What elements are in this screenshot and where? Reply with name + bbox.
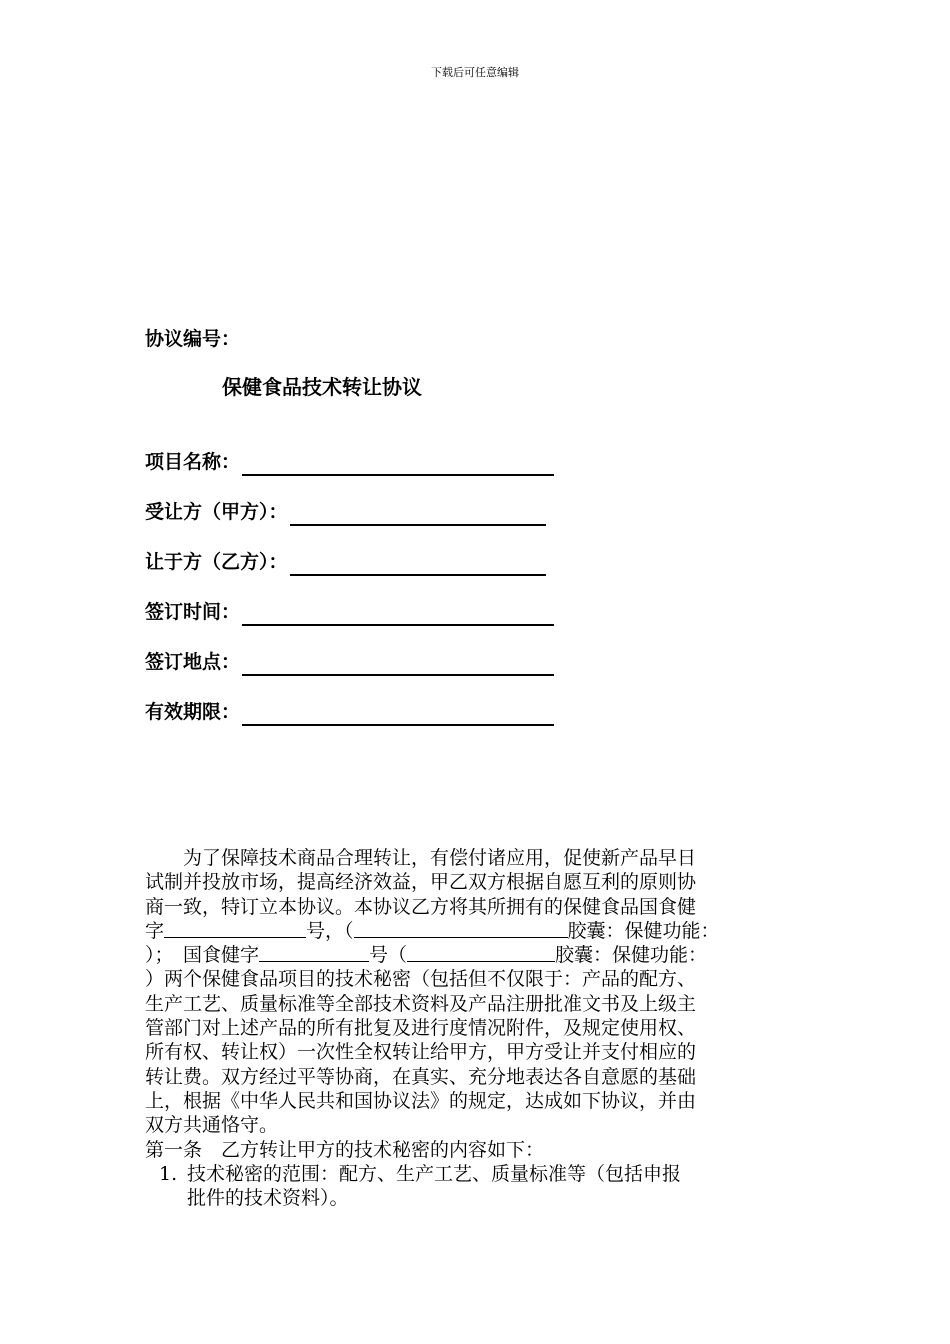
field-label: 签订时间：	[145, 601, 241, 623]
blank-line[interactable]	[242, 452, 554, 476]
text-fragment: 胶囊：保健功能：	[555, 944, 708, 967]
field-label: 让于方（乙方）：	[145, 551, 288, 573]
blank-line[interactable]	[242, 602, 554, 626]
document-title: 保健食品技术转让协议	[222, 375, 422, 399]
text-line-with-blanks	[145, 943, 805, 967]
list-item	[145, 1162, 805, 1211]
text-line: 批件的技术资料）。	[187, 1187, 349, 1210]
blank-line[interactable]	[242, 702, 554, 726]
text-line: 双方共通恪守。	[145, 1114, 279, 1137]
text-line-with-blanks	[145, 919, 805, 943]
text-line: 商一致，特订立本协议。本协议乙方将其所拥有的保健食品国食健	[145, 895, 697, 918]
field-validity-period	[145, 698, 554, 726]
field-party-b	[145, 548, 546, 576]
article-1-heading: 第一条 乙方转让甲方的技术秘密的内容如下：	[145, 1138, 545, 1161]
agreement-number-label: 协议编号：	[145, 328, 241, 350]
blank-line[interactable]	[242, 652, 554, 676]
text-fragment: 字	[145, 919, 165, 942]
text-line: ）两个保健食品项目的技术秘密（包括但不仅限于：产品的配方、	[145, 968, 697, 991]
field-label: 有效期限：	[145, 701, 241, 723]
text-line: 生产工艺、质量标准等全部技术资料及产品注册批准文书及上级主	[145, 992, 697, 1015]
text-fragment: 号（	[369, 944, 408, 967]
text-line: 上，根据《中华人民共和国协议法》的规定，达成如下协议，并由	[145, 1089, 697, 1112]
blank-line[interactable]	[164, 919, 306, 938]
field-label: 签订地点：	[145, 651, 241, 673]
text-line: 管部门对上述产品的所有批复及进行度情况附件，及规定使用权、	[145, 1017, 697, 1040]
list-number: 1.	[159, 1162, 178, 1185]
header-note: 下载后可任意编辑	[431, 66, 519, 79]
field-party-a	[145, 498, 546, 526]
blank-line[interactable]	[259, 943, 369, 962]
agreement-body	[145, 846, 805, 1210]
field-label: 受让方（甲方）：	[145, 501, 288, 523]
text-line: 为了保障技术商品合理转让，有偿付诸应用，促使新产品早日	[183, 847, 697, 869]
text-fragment: 胶囊：保健功能：	[567, 919, 720, 942]
text-fragment: 号，（	[306, 919, 354, 942]
field-project-name	[145, 448, 554, 476]
blank-line[interactable]	[354, 919, 568, 938]
field-label: 项目名称：	[145, 451, 241, 473]
blank-line[interactable]	[290, 502, 546, 526]
text-line: 所有权、转让权）一次性全权转让给甲方，甲方受让并支付相应的	[145, 1041, 697, 1064]
field-signing-place	[145, 648, 554, 676]
text-line: 试制并投放市场，提高经济效益，甲乙双方根据自愿互利的原则协	[145, 871, 697, 894]
blank-line[interactable]	[407, 943, 555, 962]
field-signing-date	[145, 598, 554, 626]
blank-line[interactable]	[290, 552, 546, 576]
text-fragment: ）； 国食健字	[145, 944, 260, 967]
text-line: 技术秘密的范围：配方、生产工艺、质量标准等（包括申报	[187, 1162, 682, 1185]
intro-paragraph	[145, 846, 805, 1138]
text-line: 转让费。双方经过平等协商，在真实、充分地表达各自意愿的基础	[145, 1065, 697, 1088]
